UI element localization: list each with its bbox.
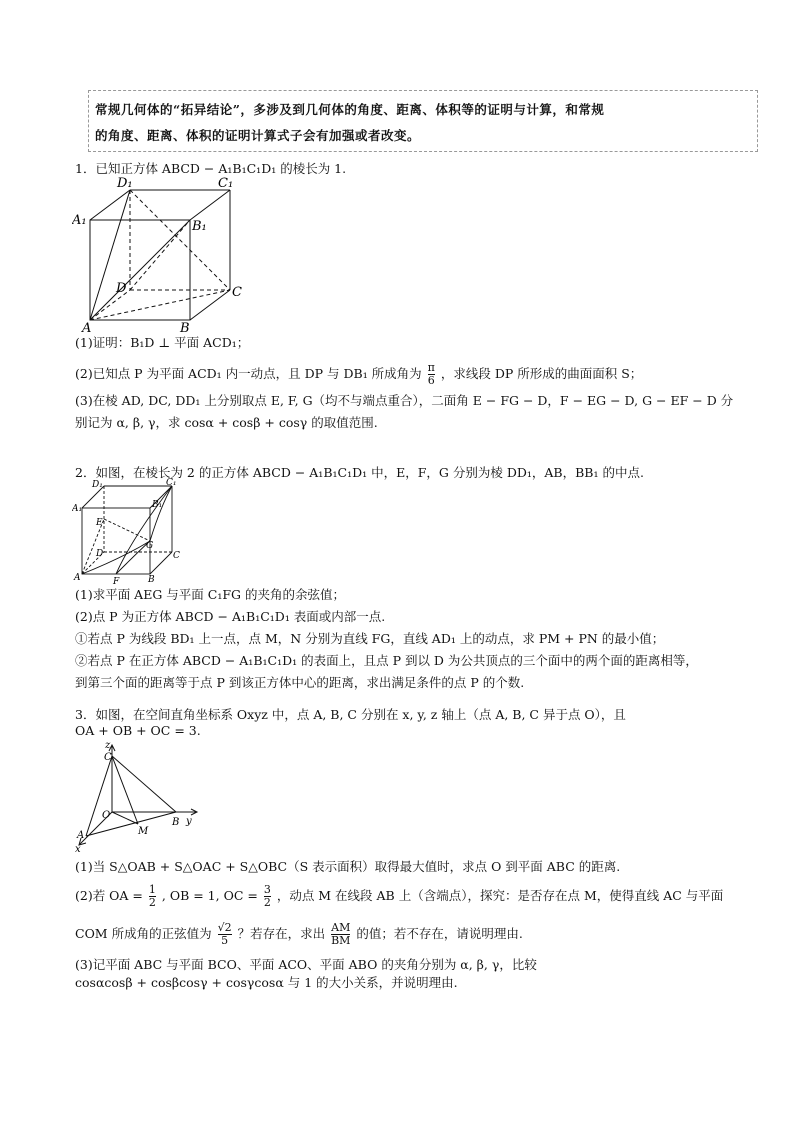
q1-label-c1: C₁ [218,176,234,191]
q1-part-2: (2)已知点 P 为平面 ACD₁ 内一动点，且 DP 与 DB₁ 所成角为 $\frac{\pi}{6}$ ，求线段 DP 所形成的曲面面积 S； [75,361,643,387]
q3-axis-figure [72,740,202,855]
q3-part-3b: cosαcosβ + cosβcosγ + cosγcosα 与 1 的大小关系，并说明理由. [75,975,458,990]
q3-part-3a: (3)记平面 ABC 与平面 BCO、平面 ACO、平面 ABO 的夹角分别为 α, β, γ，比较 [75,957,537,972]
q2-part-1: (1)求平面 AEG 与平面 C₁FG 的夹角的余弦值； [75,587,345,602]
q2-part-2: (2)点 P 为正方体 ABCD − A₁B₁C₁D₁ 表面或内部一点. [75,609,386,624]
q1-frac-den: 6 [427,374,435,387]
q2-label-b1: B₁ [152,500,163,510]
q3-part-2a: (2)若 OA = $\frac{1}{2}$ , OB = 1, OC = $\frac{3}{2}$ ，动点 M 在线段 AB 上（含端点），探究：是否存在点 M，使得直线 AC 与平面 [75,883,724,909]
q1-label-d: D [116,281,127,296]
q3-label-c: C [104,752,112,763]
q1-label-b1: B₁ [192,219,207,234]
q3-label-b: B [172,817,180,828]
q1-cube-figure [72,176,252,336]
q2-label-d: D [96,549,104,559]
q1-label-a: A [82,321,92,336]
q1-title: 1．已知正方体 ABCD − A₁B₁C₁D₁ 的棱长为 1. [75,161,347,176]
q3-label-a: A [77,830,85,841]
q3-label-o: O [102,810,111,821]
q3-title-b: OA + OB + OC = 3. [75,723,201,738]
q1-part-3a: (3)在棱 AD, DC, DD₁ 上分别取点 E, F, G（均不与端点重合），二面角 E − FG − D，F − EG − D, G − EF − D 分 [75,393,734,408]
q2-label-g: G [146,541,154,551]
q1-frac-num: π [427,361,435,374]
q1-part-3b: 别记为 α, β, γ，求 cosα + cosβ + cosγ 的取值范围. [75,415,378,430]
q2-label-e: E [96,518,103,528]
q2-label-d1: D₁ [92,480,103,490]
q3-label-z: z [105,740,111,751]
q3-title-a: 3．如图，在空间直角坐标系 Oxyz 中，点 A, B, C 分别在 x, y, z 轴上（点 A, B, C 异于点 O），且 [75,707,626,722]
intro-line-1: 常规几何体的“拓异结论”，多涉及到几何体的角度、距离、体积等的证明与计算，和常规 [95,102,605,117]
q1-label-a1: A₁ [72,213,87,228]
q1-label-c: C [232,285,242,300]
q1-label-b: B [180,321,190,336]
q1-label-d1: D₁ [117,176,133,191]
q2-part-2ii-b: 到第三个面的距离等于点 P 到该正方体中心的距离，求出满足条件的点 P 的个数. [75,675,525,690]
intro-line-2: 的角度、距离、体积的证明计算式子会有加强或者改变。 [95,128,421,143]
intro-box [88,90,758,152]
q3-label-m: M [138,826,149,837]
q3-part-2b: COM 所成角的正弦值为 $\frac{√2}{5}$ ？若存在，求出 $\frac{AM}{BM}$ 的值；若不存在，请说明理由. [75,921,523,947]
q3-label-y: y [186,816,192,827]
q2-label-b: B [148,575,155,585]
q2-label-c: C [173,551,180,561]
q2-label-f: F [113,577,120,586]
q2-cube-figure [72,478,182,586]
q2-title: 2．如图，在棱长为 2 的正方体 ABCD − A₁B₁C₁D₁ 中，E，F，G 分别为棱 DD₁，AB，BB₁ 的中点. [75,465,644,480]
q2-label-a1: A₁ [72,504,83,514]
q2-label-a: A [74,573,81,583]
q2-part-2i: ①若点 P 为线段 BD₁ 上一点，点 M，N 分别为直线 FG，直线 AD₁ 上的动点，求 PM + PN 的最小值； [75,631,665,646]
q1-part-1: (1)证明：B₁D ⊥ 平面 ACD₁； [75,335,250,350]
q2-part-2ii-a: ②若点 P 在正方体 ABCD − A₁B₁C₁D₁ 的表面上，且点 P 到以 D 为公共顶点的三个面中的两个面的距离相等， [75,653,698,668]
q2-label-c1: C₁ [166,478,177,488]
q3-part-1: (1)当 S△OAB + S△OAC + S△OBC（S 表示面积）取得最大值时，求点 O 到平面 ABC 的距离. [75,859,621,874]
q3-label-x: x [75,844,81,855]
